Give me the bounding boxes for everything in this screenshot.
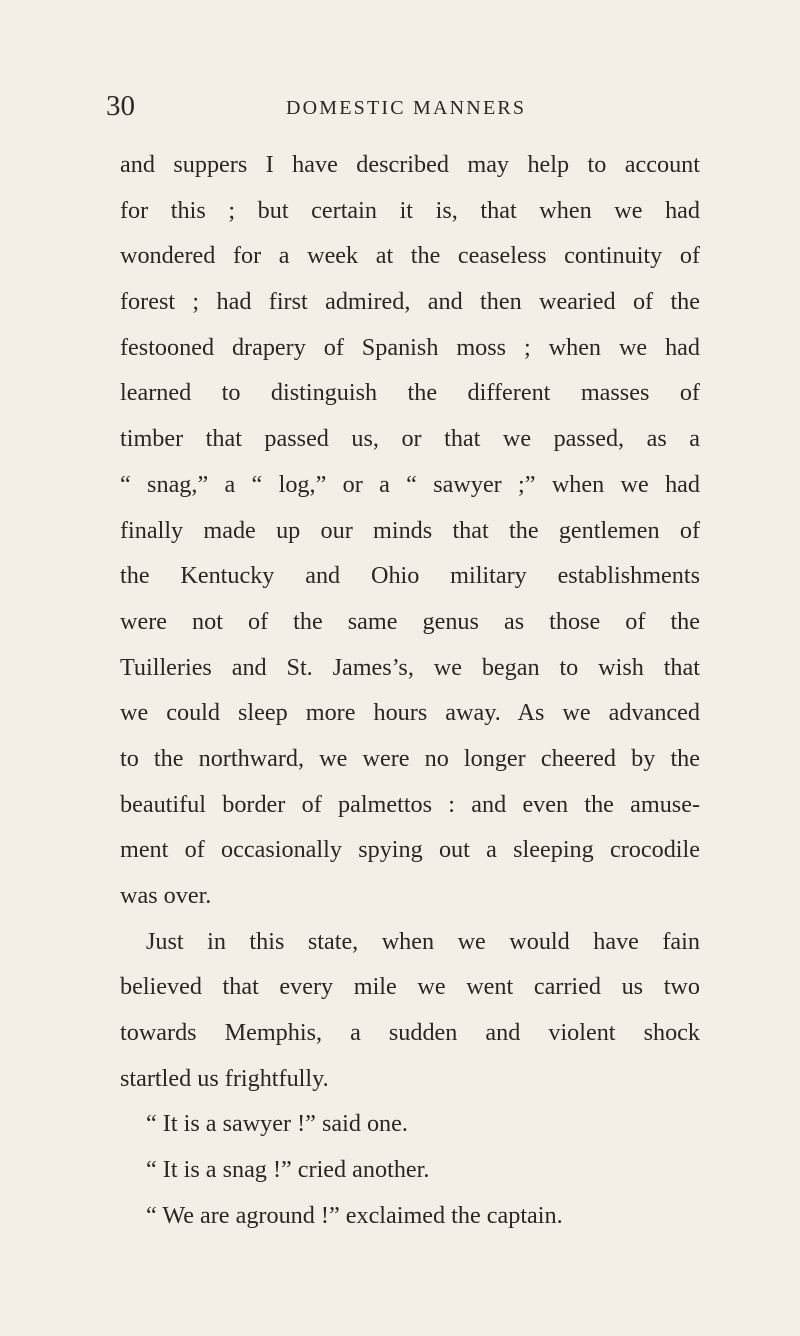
text-line: the Kentucky and Ohio military establishments [120, 562, 700, 590]
text-line: Tuilleries and St. James’s, we began to wish that [120, 653, 700, 681]
text-line: forest ; had first admired, and then wearied of the [120, 288, 700, 316]
body-text [120, 142, 700, 1239]
text-line: finally made up our minds that the gentlemen of [120, 516, 700, 544]
text-line: towards Memphis, a sudden and violent shock [120, 1019, 700, 1047]
text-line: “ We are aground !” exclaimed the captain. [146, 1201, 563, 1229]
text-line: was over. [120, 882, 212, 909]
text-line: beautiful border of palmettos : and even the amuse- [120, 790, 700, 818]
text-line: we could sleep more hours away. As we advanced [120, 699, 700, 727]
text-line: for this ; but certain it is, that when we had [120, 196, 700, 224]
text-line: “ snag,” a “ log,” or a “ sawyer ;” when we had [120, 470, 700, 498]
page-number: 30 [106, 90, 135, 122]
text-line: startled us frightfully. [120, 1064, 329, 1092]
text-line: festooned drapery of Spanish moss ; when we had [120, 333, 700, 361]
text-line: ment of occasionally spying out a sleeping crocodile [120, 836, 700, 864]
running-title: DOMESTIC MANNERS [286, 97, 527, 119]
text-line: learned to distinguish the different masses of [120, 379, 700, 407]
text-line: “ It is a snag !” cried another. [146, 1156, 430, 1184]
text-line: wondered for a week at the ceaseless continuity of [120, 242, 700, 270]
text-line: Just in this state, when we would have fain [146, 927, 700, 955]
text-line: believed that every mile we went carried us two [120, 973, 700, 1001]
text-line: to the northward, we were no longer cheered by the [120, 744, 700, 772]
text-line: timber that passed us, or that we passed, as a [120, 425, 700, 453]
text-line: were not of the same genus as those of the [120, 607, 700, 635]
text-line: “ It is a sawyer !” said one. [146, 1110, 408, 1138]
text-line: and suppers I have described may help to account [120, 151, 700, 178]
